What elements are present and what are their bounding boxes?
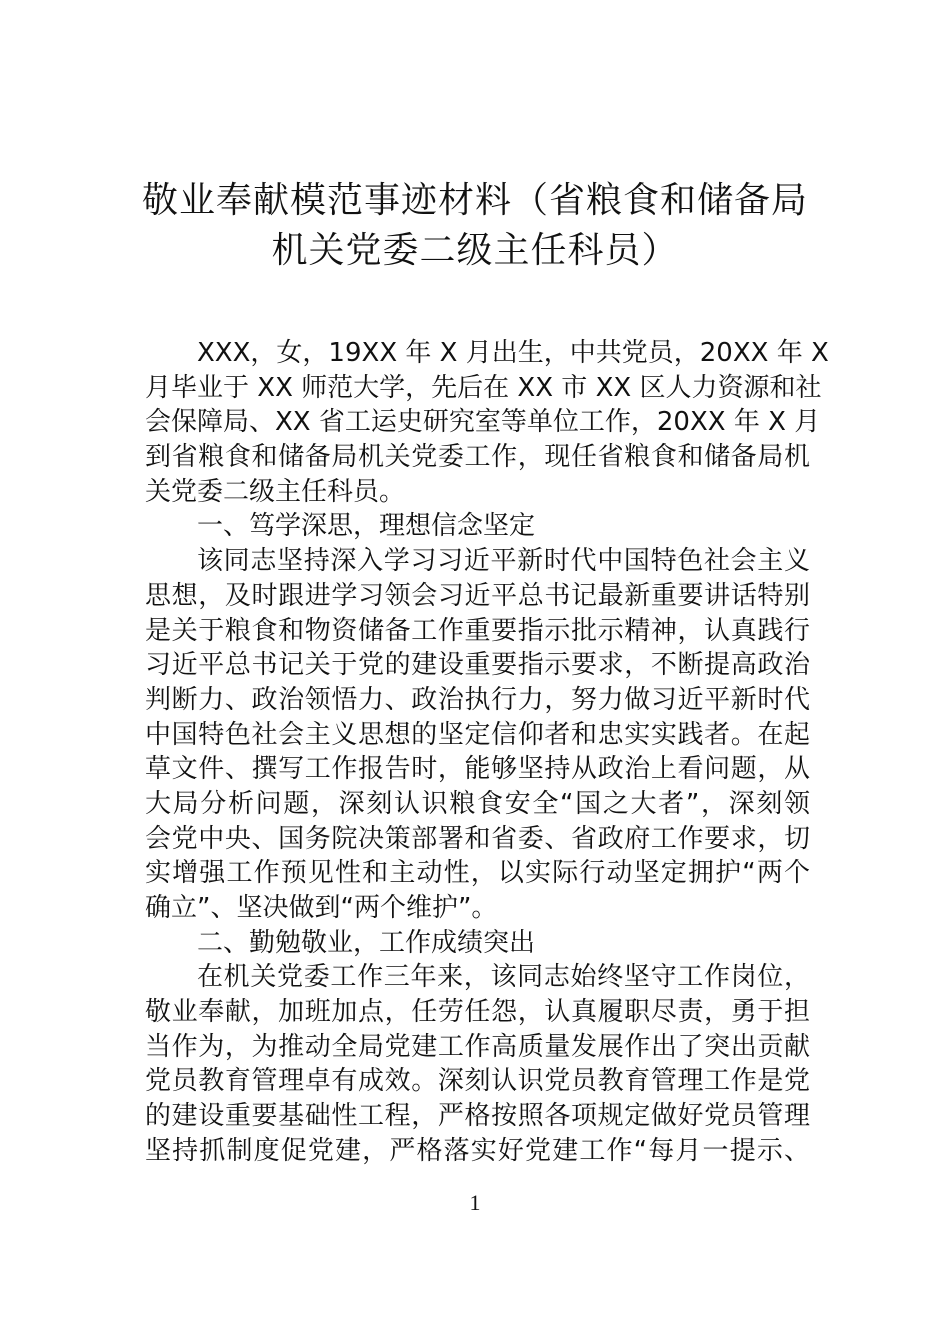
body-text-line: 一、笃学深思，理想信念坚定 bbox=[197, 511, 536, 542]
body-text-line: 二、勤勉敬业，工作成绩突出 bbox=[197, 927, 536, 958]
body-text-line: 会党中央、国务院决策部署和省委、省政府工作要求，切 bbox=[145, 823, 810, 854]
body-text-line: 确立”、坚决做到“两个维护”。 bbox=[145, 893, 498, 923]
body-text-line: 是关于粮食和物资储备工作重要指示批示精神，认真践行 bbox=[145, 615, 810, 646]
body-text-line: 在机关党委工作三年来，该同志始终坚守工作岗位， bbox=[197, 962, 810, 993]
body-text-line: 关党委二级主任科员。 bbox=[145, 476, 406, 507]
body-text-line: 坚持抓制度促党建，严格落实好党建工作“每月一提示、 bbox=[145, 1135, 810, 1166]
body-text-line: 的建设重要基础性工程，严格按照各项规定做好党员管理 bbox=[145, 1101, 810, 1132]
body-text-line: 会保障局、XX 省工运史研究室等单位工作，20XX 年 X 月 bbox=[145, 407, 821, 438]
body-text-line: 实增强工作预见性和主动性，以实际行动坚定拥护“两个 bbox=[145, 858, 810, 889]
page-number: 1 bbox=[469, 1190, 481, 1215]
body-text-line: 当作为，为推动全局党建工作高质量发展作出了突出贡献 bbox=[145, 1031, 810, 1062]
body-text-line: 党员教育管理卓有成效。深刻认识党员教育管理工作是党 bbox=[145, 1066, 810, 1097]
body-text-line: 判断力、政治领悟力、政治执行力，努力做习近平新时代 bbox=[145, 684, 810, 715]
body-text-line: 中国特色社会主义思想的坚定信仰者和忠实实践者。在起 bbox=[145, 719, 810, 750]
document-title-line-1: 敬业奉献模范事迹材料（省粮食和储备局 bbox=[141, 180, 808, 221]
document-title-line-2: 机关党委二级主任科员） bbox=[271, 230, 679, 271]
body-text-line: 草文件、撰写工作报告时，能够坚持从政治上看问题，从 bbox=[145, 754, 810, 785]
body-text-line: XXX，女，19XX 年 X 月出生，中共党员，20XX 年 X bbox=[197, 338, 829, 368]
body-text-line: 到省粮食和储备局机关党委工作，现任省粮食和储备局机 bbox=[145, 442, 810, 473]
body-text-line: 敬业奉献，加班加点，任劳任怨，认真履职尽责，勇于担 bbox=[145, 997, 810, 1028]
body-text-line: 思想，及时跟进学习领会习近平总书记最新重要讲话特别 bbox=[145, 580, 810, 611]
body-text-line: 该同志坚持深入学习习近平新时代中国特色社会主义 bbox=[197, 546, 810, 577]
body-text-line: 大局分析问题，深刻认识粮食安全“国之大者”，深刻领 bbox=[145, 788, 810, 819]
body-text-line: 月毕业于 XX 师范大学，先后在 XX 市 XX 区人力资源和社 bbox=[145, 372, 822, 403]
document-body bbox=[145, 336, 829, 1169]
body-text-line: 习近平总书记关于党的建设重要指示要求，不断提高政治 bbox=[145, 650, 810, 681]
